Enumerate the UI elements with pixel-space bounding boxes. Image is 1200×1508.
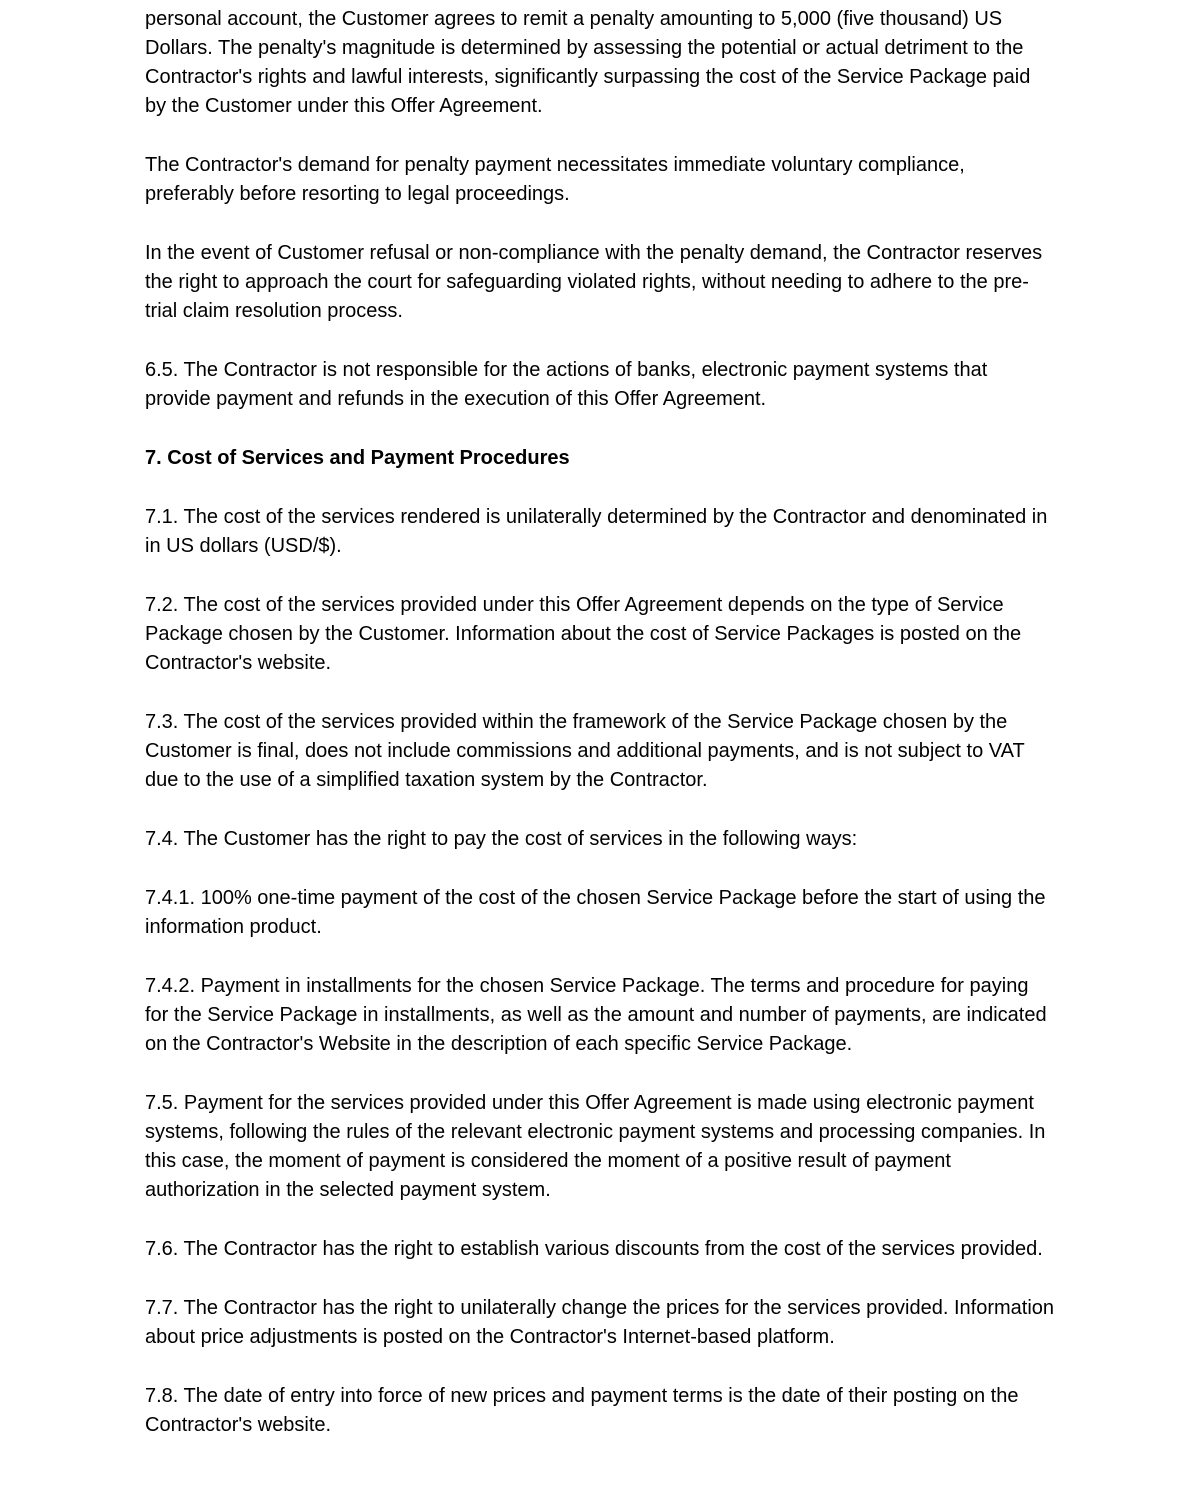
paragraph-7-2: 7.2. The cost of the services provided under this Offer Agreement depends on the type of Service Package chosen by the Customer. Information about the cost of Service Packages is posted on the Contractor's website. — [145, 594, 1022, 674]
paragraph-penalty-amount: personal account, the Customer agrees to remit a penalty amounting to 5,000 (five thousand) US Dollars. The penalty's magnitude is determined by assessing the potential or actual detriment to the Contractor's rights and lawful interests, significantly surpassing the cost of the Service Package paid by the Customer under this Offer Agreement. — [145, 8, 1031, 117]
paragraph-penalty-demand: The Contractor's demand for penalty payment necessitates immediate voluntary compliance, preferably before resorting to legal proceedings. — [145, 154, 965, 205]
paragraph-7-1: 7.1. The cost of the services rendered is unilaterally determined by the Contractor and denominated in in US dollars (USD/$). — [145, 506, 1048, 557]
paragraph-7-6: 7.6. The Contractor has the right to establish various discounts from the cost of the services provided. — [145, 1238, 1043, 1260]
paragraph-7-8: 7.8. The date of entry into force of new prices and payment terms is the date of their posting on the Contractor's website. — [145, 1385, 1019, 1436]
paragraph-7-4: 7.4. The Customer has the right to pay the cost of services in the following ways: — [145, 828, 858, 850]
section-heading-7: 7. Cost of Services and Payment Procedures — [145, 447, 570, 469]
paragraph-7-4-1: 7.4.1. 100% one-time payment of the cost of the chosen Service Package before the start of using the information product. — [145, 887, 1046, 938]
paragraph-refusal-court: In the event of Customer refusal or non-compliance with the penalty demand, the Contractor reserves the right to approach the court for safeguarding violated rights, without needing to adhere to the pre-trial claim resolution process. — [145, 242, 1043, 322]
paragraph-7-4-2: 7.4.2. Payment in installments for the chosen Service Package. The terms and procedure for paying for the Service Package in installments, as well as the amount and number of payments, are indicated on the Contractor's Website in the description of each specific Service Package. — [145, 975, 1047, 1055]
paragraph-7-5: 7.5. Payment for the services provided under this Offer Agreement is made using electronic payment systems, following the rules of the relevant electronic payment systems and processing companies. In this case, the moment of payment is considered the moment of a positive result of payment authorization in the selected payment system. — [145, 1092, 1046, 1201]
paragraph-7-7: 7.7. The Contractor has the right to unilaterally change the prices for the services provided. Information about price adjustments is posted on the Contractor's Internet-based platform. — [145, 1297, 1055, 1348]
paragraph-7-3: 7.3. The cost of the services provided within the framework of the Service Package chosen by the Customer is final, does not include commissions and additional payments, and is not subject to VAT due to the use of a simplified taxation system by the Contractor. — [145, 711, 1025, 791]
paragraph-6-5: 6.5. The Contractor is not responsible for the actions of banks, electronic payment systems that provide payment and refunds in the execution of this Offer Agreement. — [145, 359, 988, 410]
